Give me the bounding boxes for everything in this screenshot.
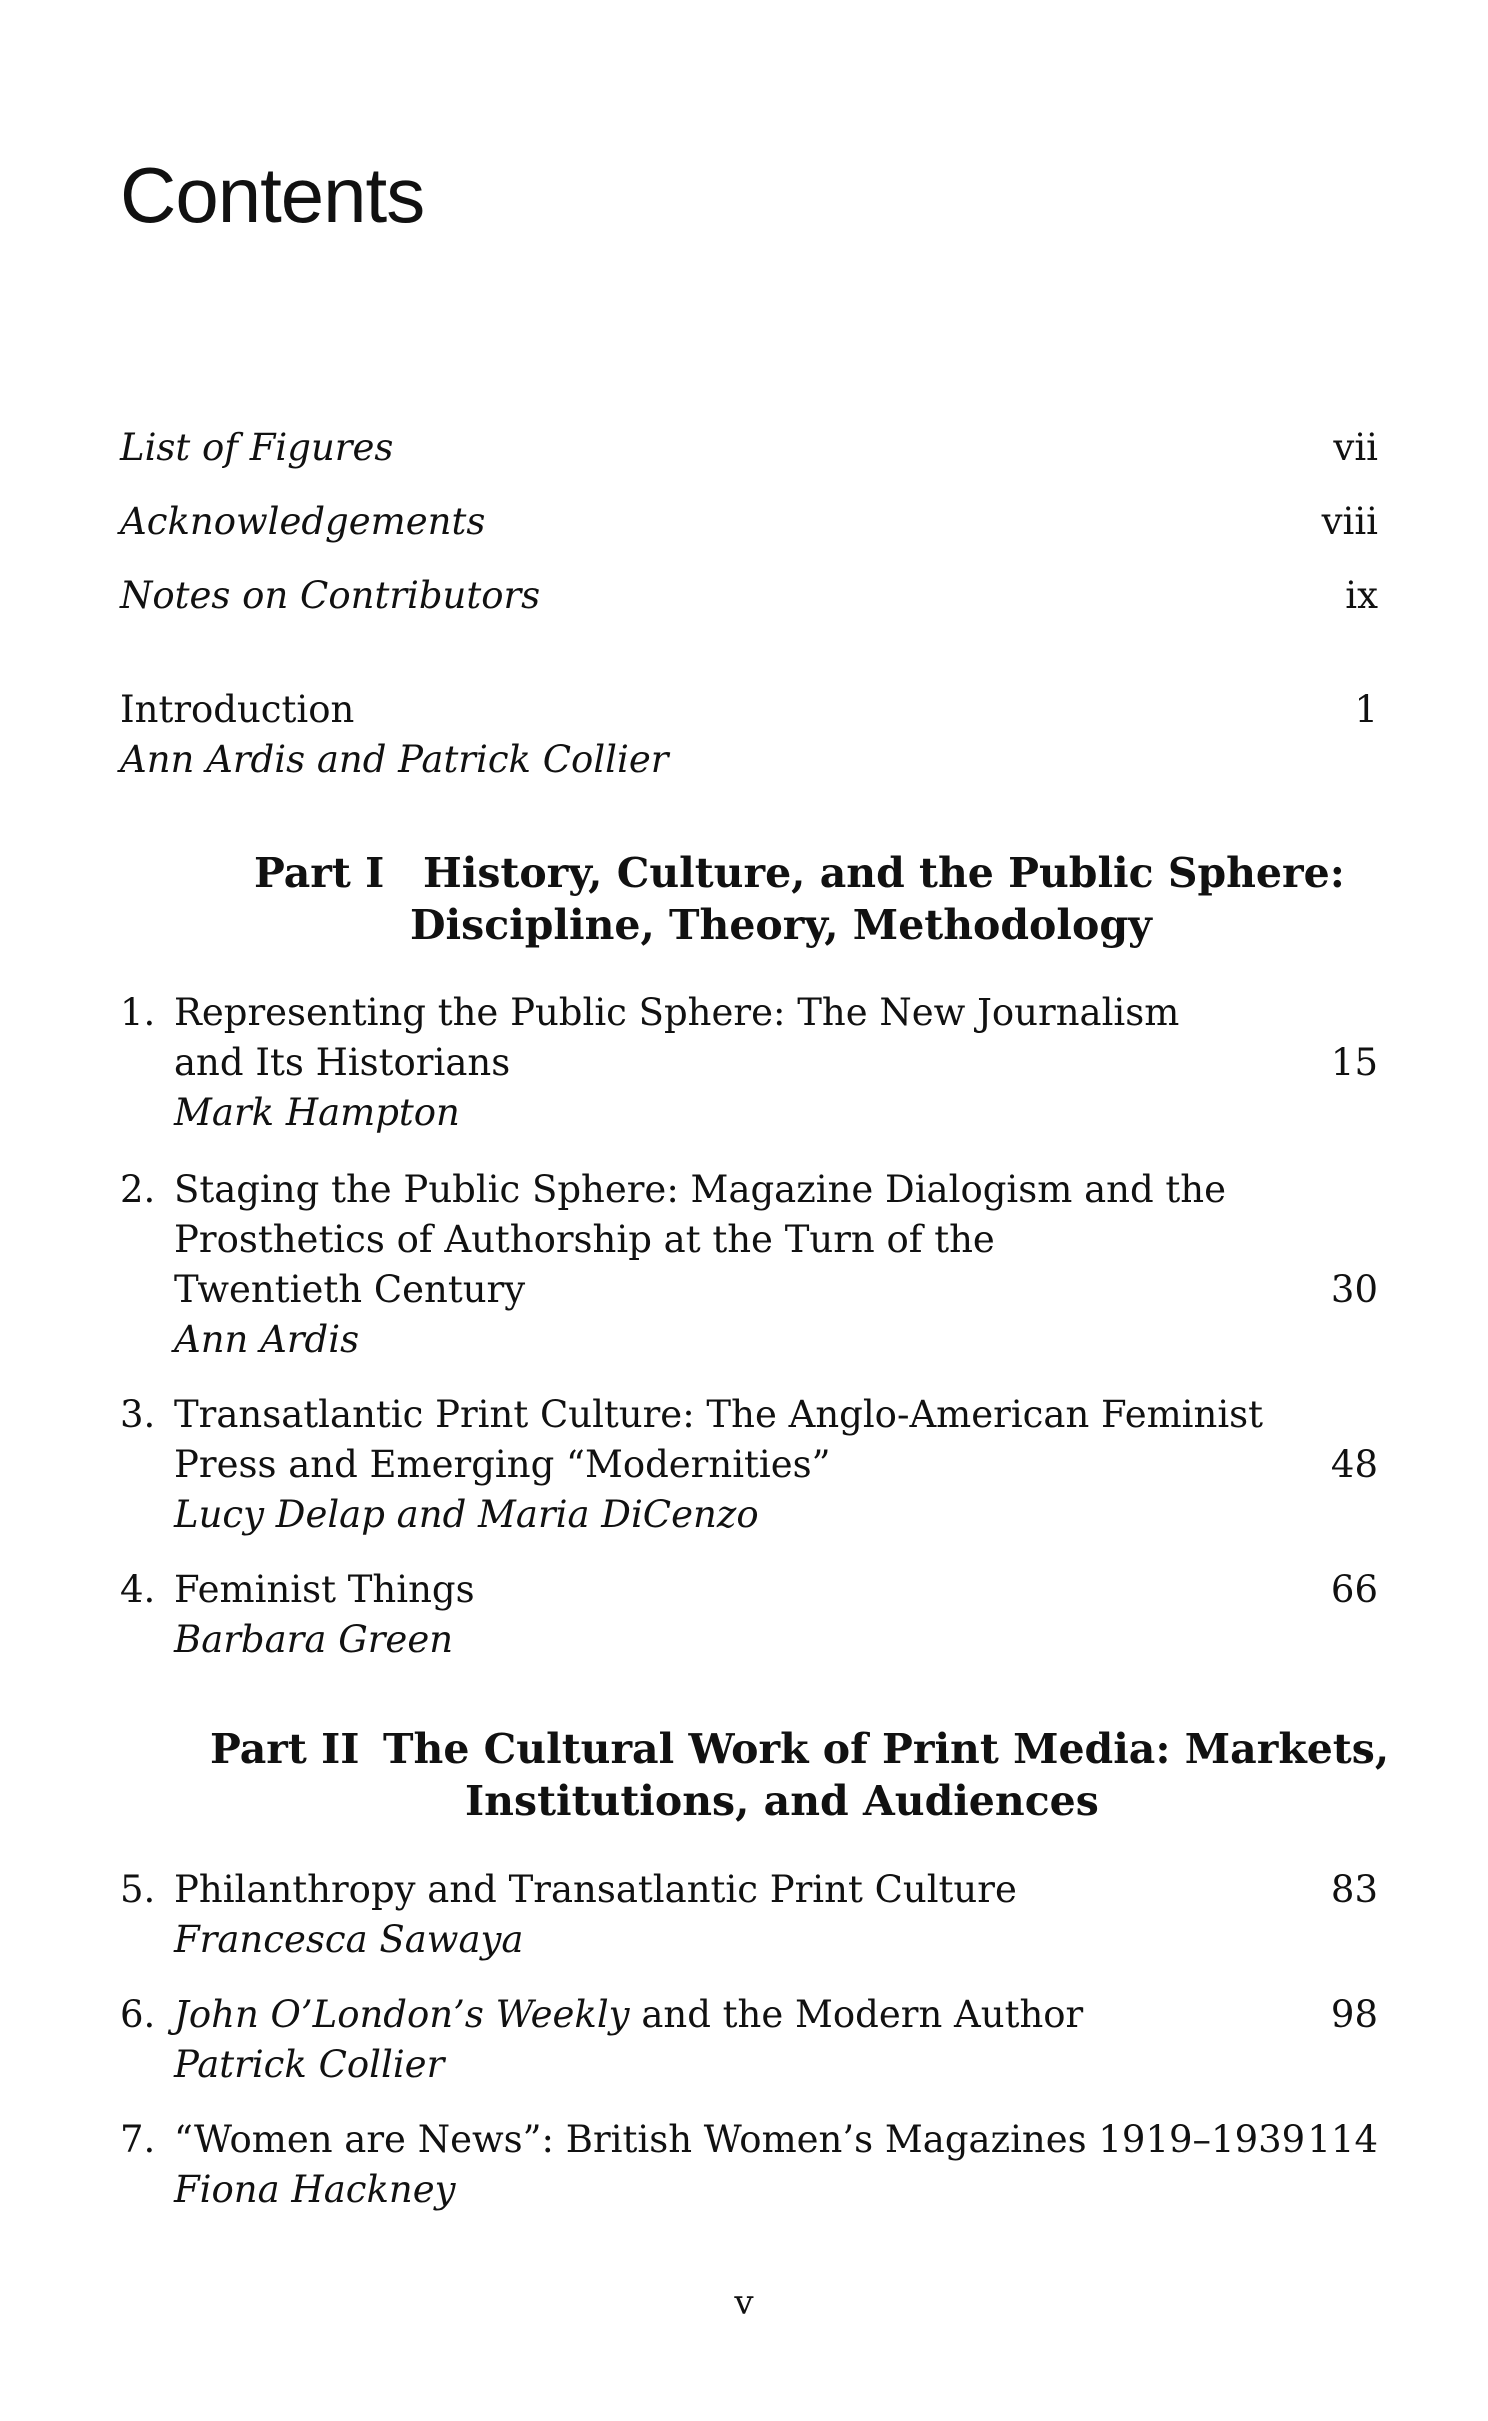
entry-title: Acknowledgements	[120, 500, 486, 543]
entry-page-number: ix	[1345, 574, 1378, 617]
chapter-title-line: Press and Emerging “Modernities”	[174, 1443, 831, 1486]
chapter-number: 7.	[120, 2118, 156, 2161]
part-title-line: The Cultural Work of Print Media: Markets,	[383, 1725, 1390, 1773]
chapter-title-line	[174, 1990, 1274, 2040]
toc-entry-introduction[interactable]	[120, 685, 1378, 735]
part-label: Part II	[210, 1725, 360, 1773]
chapter-title-line: “Women are News”: British Women’s Magazines 1919–1939	[174, 2118, 1306, 2161]
entry-page-number: 66	[1330, 1568, 1378, 1611]
chapter-title-line: Twentieth Century	[174, 1268, 526, 1311]
chapter-title-line: Feminist Things	[174, 1568, 475, 1611]
entry-page-number: 15	[1330, 1041, 1378, 1084]
part-title-line: History, Culture, and the Public Sphere:	[423, 849, 1345, 897]
chapter-title-line: Philanthropy and Transatlantic Print Culture	[174, 1868, 1017, 1911]
chapter-authors: Barbara Green	[174, 1618, 454, 1661]
chapter-title-line: Prosthetics of Authorship at the Turn of the	[174, 1218, 995, 1261]
page-folio: v	[734, 2283, 754, 2323]
chapter-authors: Francesca Sawaya	[174, 1918, 524, 1961]
chapter-authors: Mark Hampton	[174, 1091, 460, 1134]
chapter-authors: Fiona Hackney	[174, 2168, 456, 2211]
chapter-title-line: and Its Historians	[174, 1041, 511, 1084]
part-label: Part I	[254, 849, 385, 897]
toc-entry-notes-on-contributors[interactable]	[120, 571, 1378, 621]
entry-authors: Ann Ardis and Patrick Collier	[120, 738, 669, 781]
chapter-authors: Patrick Collier	[174, 2043, 445, 2086]
entry-page-number: viii	[1321, 500, 1378, 543]
chapter-number: 4.	[120, 1568, 156, 1611]
part-title-line: Discipline, Theory, Methodology	[410, 901, 1152, 949]
entry-page-number: 1	[1354, 688, 1378, 731]
chapter-number: 2.	[120, 1168, 156, 1211]
toc-entry-list-of-figures[interactable]	[120, 423, 1378, 473]
chapter-number: 5.	[120, 1868, 156, 1911]
chapter-number: 1.	[120, 991, 156, 1034]
chapter-number: 6.	[120, 1993, 156, 2036]
entry-page-number: 98	[1330, 1993, 1378, 2036]
chapter-title-italic: John O’London’s Weekly	[174, 1993, 630, 2036]
entry-page-number: 83	[1330, 1868, 1378, 1911]
chapter-authors: Ann Ardis	[174, 1318, 360, 1361]
part-title-line: Institutions, and Audiences	[465, 1777, 1099, 1825]
entry-title: Introduction	[120, 688, 355, 731]
chapter-number: 3.	[120, 1393, 156, 1436]
entry-title: List of Figures	[120, 426, 394, 469]
chapter-authors: Lucy Delap and Maria DiCenzo	[174, 1493, 759, 1536]
entry-page-number: 48	[1330, 1443, 1378, 1486]
entry-page-number: 114	[1307, 2118, 1378, 2161]
page-title: Contents	[120, 151, 425, 239]
chapter-title-line: Staging the Public Sphere: Magazine Dialogism and the	[174, 1168, 1227, 1211]
chapter-title-line: Transatlantic Print Culture: The Anglo-American Feminist	[174, 1393, 1264, 1436]
entry-page-number: 30	[1330, 1268, 1378, 1311]
chapter-title-rest: and the Modern Author	[629, 1993, 1084, 2036]
toc-entry-acknowledgements[interactable]	[120, 497, 1378, 547]
entry-page-number: vii	[1333, 426, 1378, 469]
entry-title: Notes on Contributors	[120, 574, 541, 617]
chapter-title-line: Representing the Public Sphere: The New Journalism	[174, 991, 1180, 1034]
